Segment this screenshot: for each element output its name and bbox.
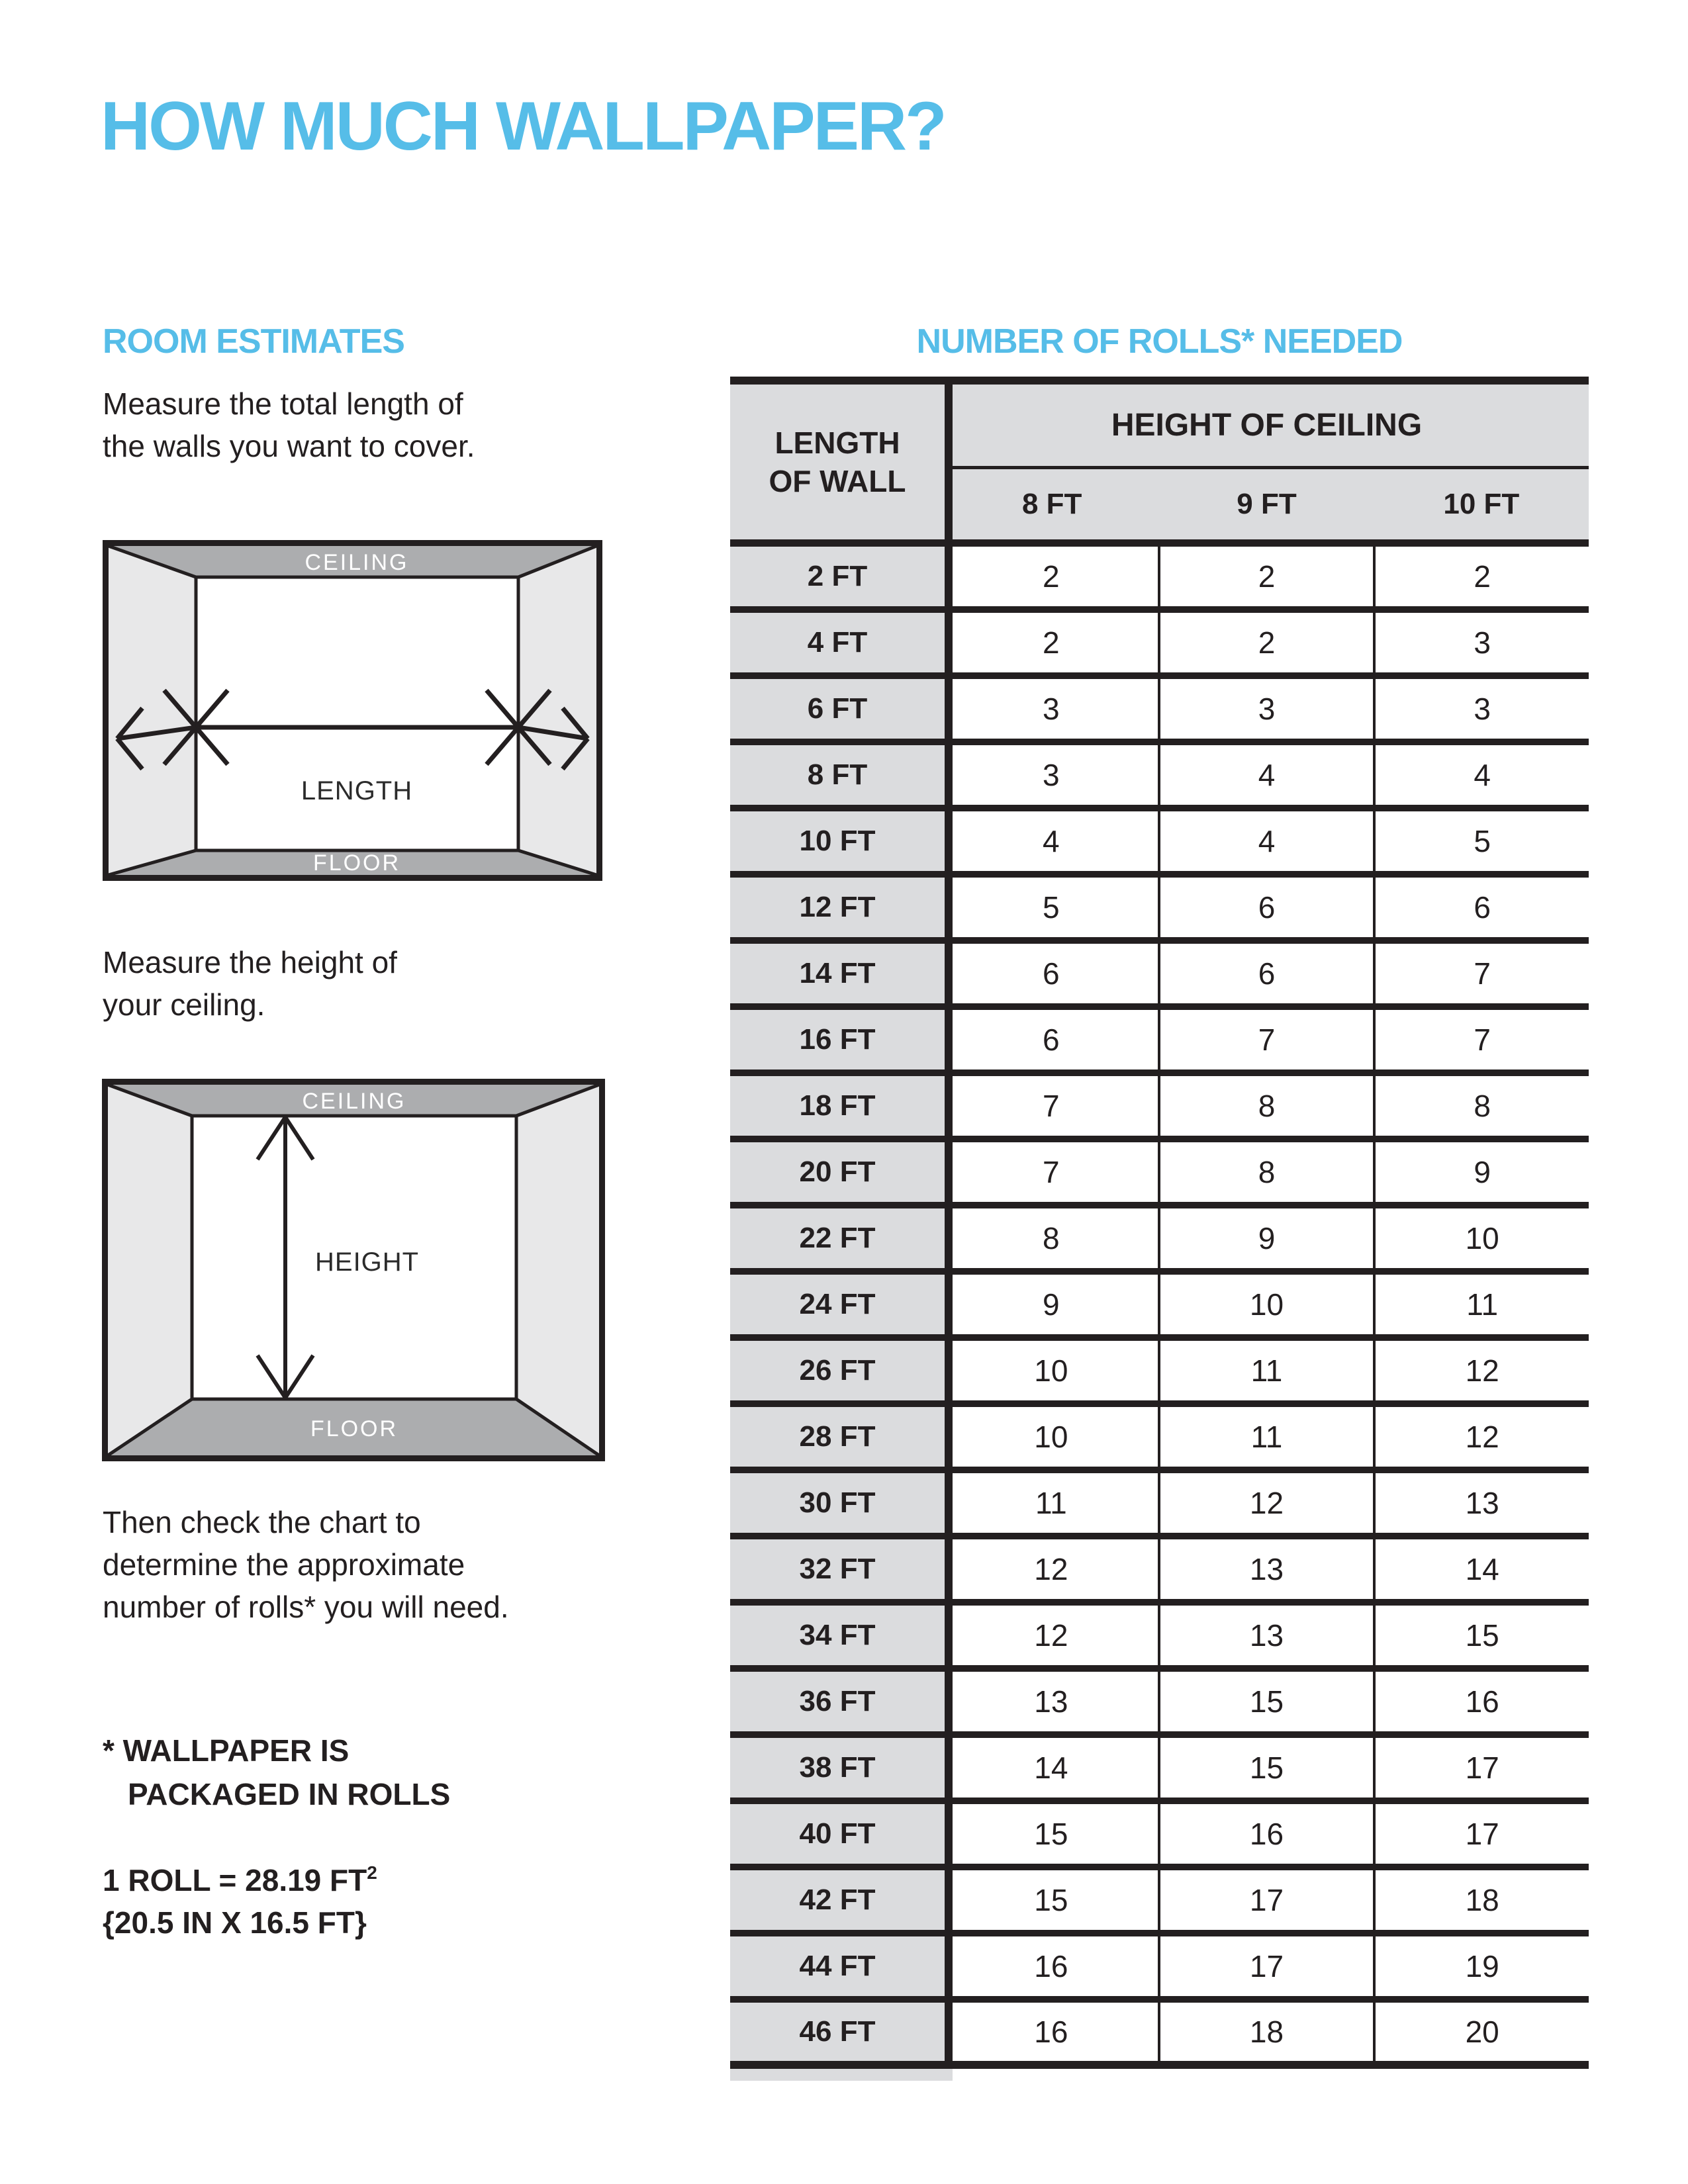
rolls-value-cell: 9 <box>1158 1208 1376 1268</box>
rolls-value-cell: 10 <box>1158 1275 1376 1334</box>
rolls-value-cell: 7 <box>1376 944 1589 1003</box>
rolls-value-cell: 3 <box>1158 679 1376 739</box>
room-height-diagram <box>102 1079 605 1461</box>
left-wall <box>108 1085 192 1455</box>
rolls-value-cell: 2 <box>945 613 1158 672</box>
rolls-value-cell: 13 <box>1158 1539 1376 1599</box>
rolls-value-cell: 5 <box>945 878 1158 937</box>
rolls-value-cell: 11 <box>1376 1275 1589 1334</box>
wall-length-cell: 26 FT <box>730 1341 945 1400</box>
table-gray-stub <box>730 2069 953 2081</box>
roll-area-line: 1 ROLL = 28.19 $FT^2$ <box>103 1862 377 1897</box>
rolls-value-cell: 15 <box>945 1870 1158 1930</box>
table-row <box>730 1407 1589 1473</box>
rolls-value-cell: 4 <box>1376 745 1589 805</box>
table-row <box>730 944 1589 1010</box>
rolls-value-cell: 6 <box>945 944 1158 1003</box>
table-row <box>730 878 1589 944</box>
wall-length-cell: 16 FT <box>730 1010 945 1069</box>
rolls-value-cell: 17 <box>1158 1936 1376 1996</box>
column-header-10ft: 10 FT <box>1443 488 1520 520</box>
rolls-value-cell: 10 <box>945 1407 1158 1467</box>
table-top-bar <box>730 377 1589 385</box>
height-columns-header <box>945 469 1589 539</box>
table-vertical-divider <box>945 385 953 2069</box>
column-header-8ft: 8 FT <box>1021 488 1082 520</box>
rolls-value-cell: 17 <box>1158 1870 1376 1930</box>
rolls-value-cell: 4 <box>1158 811 1376 871</box>
room-estimates-heading: ROOM ESTIMATES <box>103 322 404 361</box>
table-row <box>730 1672 1589 1738</box>
table-row <box>730 1539 1589 1606</box>
wall-length-cell: 18 FT <box>730 1076 945 1136</box>
floor-label: FLOOR <box>310 1416 399 1441</box>
rolls-value-cell: 17 <box>1376 1738 1589 1797</box>
table-row <box>730 1936 1589 2003</box>
instruction-line: Measure the height of <box>103 945 397 979</box>
rolls-value-cell: 10 <box>1376 1208 1589 1268</box>
rolls-value-cell: 7 <box>945 1142 1158 1202</box>
rolls-value-cell: 12 <box>1376 1341 1589 1400</box>
column-header-9ft: 9 FT <box>1237 488 1297 520</box>
rolls-value-cell: 14 <box>1376 1539 1589 1599</box>
wall-length-cell: 2 FT <box>730 547 945 606</box>
rolls-value-cell: 13 <box>1376 1473 1589 1533</box>
rolls-value-cell: 7 <box>1376 1010 1589 1069</box>
instruction-line: determine the approximate <box>103 1547 465 1582</box>
table-row <box>730 1738 1589 1804</box>
rolls-value-cell: 12 <box>1158 1473 1376 1533</box>
wall-length-cell: 46 FT <box>730 2003 945 2061</box>
rolls-value-cell: 2 <box>1158 547 1376 606</box>
rolls-value-cell: 15 <box>1158 1672 1376 1731</box>
rolls-value-cell: 19 <box>1376 1936 1589 1996</box>
rolls-value-cell: 18 <box>1158 2003 1376 2061</box>
wall-length-cell: 44 FT <box>730 1936 945 1996</box>
wall-length-cell: 22 FT <box>730 1208 945 1268</box>
instruction-step1 <box>103 383 475 467</box>
rolls-table <box>730 377 1589 2069</box>
rolls-value-cell: 14 <box>945 1738 1158 1797</box>
length-dimension-label: LENGTH <box>301 776 413 805</box>
rolls-value-cell: 11 <box>1158 1341 1376 1400</box>
instruction-step3 <box>103 1501 509 1628</box>
rolls-value-cell: 6 <box>945 1010 1158 1069</box>
rolls-value-cell: 11 <box>1158 1407 1376 1467</box>
instruction-line: Measure the total length of <box>103 387 463 421</box>
table-row <box>730 1076 1589 1142</box>
wall-length-cell: 12 FT <box>730 878 945 937</box>
wall-length-cell: 36 FT <box>730 1672 945 1731</box>
rolls-value-cell: 8 <box>1158 1142 1376 1202</box>
right-wall <box>516 1085 599 1455</box>
rolls-value-cell: 16 <box>1376 1672 1589 1731</box>
table-row <box>730 2003 1589 2069</box>
wall-length-cell: 8 FT <box>730 745 945 805</box>
rolls-value-cell: 2 <box>945 547 1158 606</box>
wall-length-cell: 30 FT <box>730 1473 945 1533</box>
wall-length-cell: 32 FT <box>730 1539 945 1599</box>
ceiling-label: CEILING <box>305 550 409 575</box>
instruction-line: Then check the chart to <box>103 1505 421 1539</box>
rolls-value-cell: 15 <box>1158 1738 1376 1797</box>
rolls-value-cell: 3 <box>1376 613 1589 672</box>
table-row <box>730 1804 1589 1870</box>
footnote-line: * WALLPAPER IS <box>103 1733 350 1768</box>
page-title: HOW MUCH WALLPAPER? <box>101 88 945 165</box>
wall-length-cell: 10 FT <box>730 811 945 871</box>
roll-size-info <box>103 1852 377 1944</box>
table-row <box>730 1275 1589 1341</box>
table-row <box>730 1473 1589 1539</box>
rolls-value-cell: 3 <box>1376 679 1589 739</box>
wall-length-cell: 4 FT <box>730 613 945 672</box>
rolls-value-cell: 20 <box>1376 2003 1589 2061</box>
rolls-value-cell: 12 <box>945 1539 1158 1599</box>
rolls-value-cell: 2 <box>1158 613 1376 672</box>
height-dimension-label: HEIGHT <box>315 1248 420 1277</box>
rolls-value-cell: 5 <box>1376 811 1589 871</box>
rolls-value-cell: 7 <box>945 1076 1158 1136</box>
rolls-value-cell: 6 <box>1158 878 1376 937</box>
footnote-line: PACKAGED IN ROLLS <box>128 1777 451 1811</box>
height-of-ceiling-header: HEIGHT OF CEILING <box>945 385 1589 469</box>
rolls-value-cell: 3 <box>945 679 1158 739</box>
wall-length-cell: 6 FT <box>730 679 945 739</box>
length-of-wall-header <box>730 385 945 539</box>
table-row <box>730 811 1589 878</box>
rolls-table-body <box>730 547 1589 2069</box>
table-row <box>730 1010 1589 1076</box>
rolls-value-cell: 2 <box>1376 547 1589 606</box>
instruction-step2 <box>103 941 397 1026</box>
rolls-value-cell: 12 <box>945 1606 1158 1665</box>
rolls-value-cell: 11 <box>945 1473 1158 1533</box>
wall-length-cell: 28 FT <box>730 1407 945 1467</box>
room-length-diagram <box>103 540 602 881</box>
squared-superscript: 2 <box>367 1862 377 1883</box>
rolls-value-cell: 7 <box>1158 1010 1376 1069</box>
table-row <box>730 547 1589 613</box>
wall-length-cell: 40 FT <box>730 1804 945 1864</box>
floor-label: FLOOR <box>312 850 401 876</box>
table-row <box>730 1870 1589 1936</box>
rolls-value-cell: 3 <box>945 745 1158 805</box>
ceiling-label: CEILING <box>302 1089 406 1114</box>
rolls-value-cell: 17 <box>1376 1804 1589 1864</box>
header-line: OF WALL <box>769 464 906 498</box>
rolls-value-cell: 13 <box>1158 1606 1376 1665</box>
wall-length-cell: 42 FT <box>730 1870 945 1930</box>
rolls-value-cell: 18 <box>1376 1870 1589 1930</box>
rolls-value-cell: 9 <box>945 1275 1158 1334</box>
rolls-value-cell: 8 <box>1158 1076 1376 1136</box>
rolls-value-cell: 4 <box>945 811 1158 871</box>
rolls-value-cell: 13 <box>945 1672 1158 1731</box>
rolls-value-cell: 6 <box>1376 878 1589 937</box>
rolls-value-cell: 8 <box>945 1208 1158 1268</box>
rolls-footnote <box>103 1729 450 1816</box>
ceiling-header-group <box>945 385 1589 539</box>
wall-length-cell: 14 FT <box>730 944 945 1003</box>
rolls-value-cell: 9 <box>1376 1142 1589 1202</box>
rolls-value-cell: 12 <box>1376 1407 1589 1467</box>
table-row <box>730 679 1589 745</box>
rolls-value-cell: 4 <box>1158 745 1376 805</box>
table-row <box>730 1341 1589 1407</box>
rolls-value-cell: 10 <box>945 1341 1158 1400</box>
instruction-line: number of rolls* you will need. <box>103 1590 509 1624</box>
rolls-value-cell: 16 <box>945 2003 1158 2061</box>
instruction-line: the walls you want to cover. <box>103 429 475 463</box>
table-row <box>730 613 1589 679</box>
rolls-value-cell: 6 <box>1158 944 1376 1003</box>
instruction-line: your ceiling. <box>103 987 265 1022</box>
rolls-value-cell: 16 <box>1158 1804 1376 1864</box>
back-wall <box>196 577 518 850</box>
rolls-value-cell: 8 <box>1376 1076 1589 1136</box>
wall-length-cell: 20 FT <box>730 1142 945 1202</box>
rolls-value-cell: 15 <box>1376 1606 1589 1665</box>
rolls-value-cell: 16 <box>945 1936 1158 1996</box>
table-row <box>730 1142 1589 1208</box>
wall-length-cell: 24 FT <box>730 1275 945 1334</box>
header-line: LENGTH <box>774 426 900 460</box>
table-row <box>730 1208 1589 1275</box>
wall-length-cell: 34 FT <box>730 1606 945 1665</box>
roll-dimensions-line: {20.5 IN X 16.5 FT} <box>103 1905 367 1940</box>
rolls-value-cell: 15 <box>945 1804 1158 1864</box>
wall-length-cell: 38 FT <box>730 1738 945 1797</box>
table-row <box>730 745 1589 811</box>
table-header <box>730 385 1589 547</box>
table-row <box>730 1606 1589 1672</box>
rolls-needed-heading: NUMBER OF ROLLS* NEEDED <box>916 322 1403 361</box>
